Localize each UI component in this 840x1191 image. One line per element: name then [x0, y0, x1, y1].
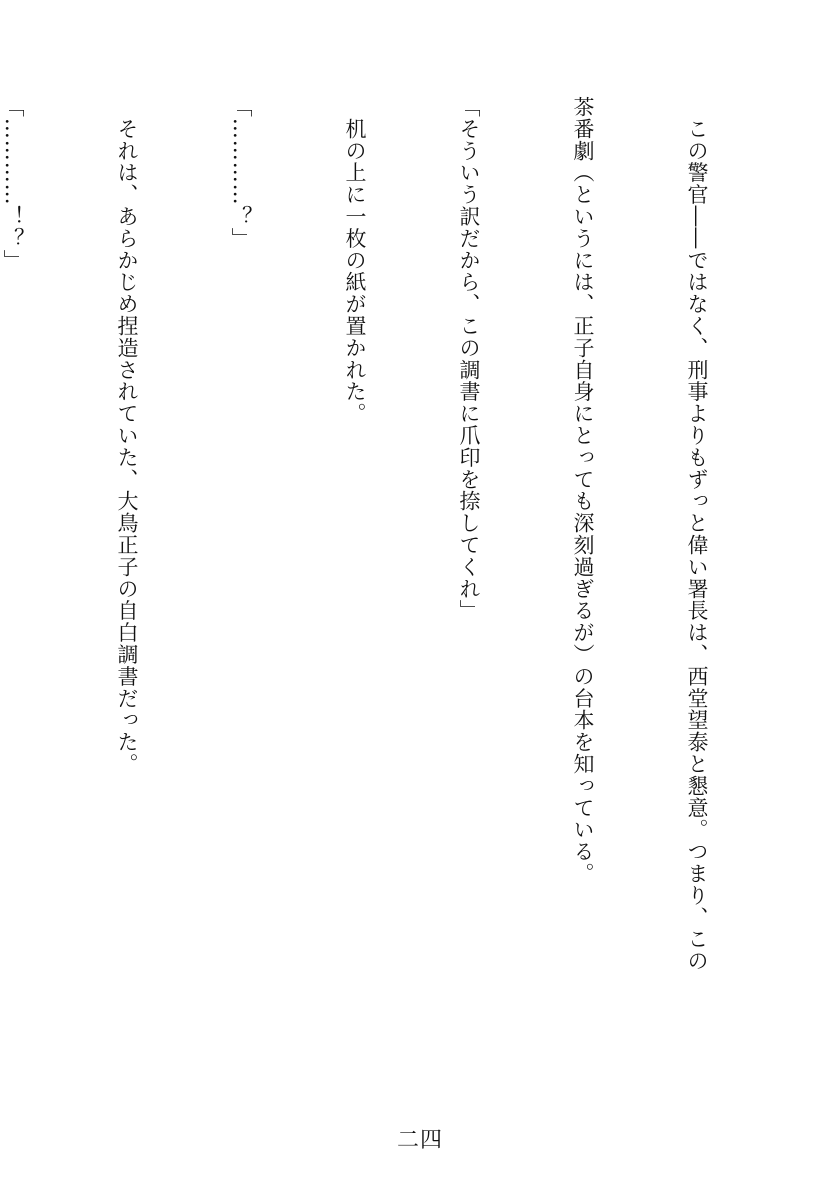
text-line: 「…………！？」 [1, 96, 25, 272]
page-number: 二四 [396, 1128, 443, 1153]
text-line: 茶番劇（というには、正子自身にとっても深刻過ぎるが）の台本を知っている。 [571, 96, 595, 885]
text-line: 「…………？」 [229, 96, 253, 250]
vertical-text-block [1, 96, 792, 996]
text-line: この警官――ではなく、刑事よりもずっと偉い署長は、西堂望泰と懇意。つまり、この [685, 96, 709, 972]
text-line: 「そういう訳だから、この調書に爪印を捺してくれ」 [457, 96, 481, 622]
text-line: 机の上に一枚の紙が置かれた。 [343, 96, 367, 425]
text-line: それは、あらかじめ捏造されていた、大鳥正子の自白調書だった。 [115, 96, 139, 775]
